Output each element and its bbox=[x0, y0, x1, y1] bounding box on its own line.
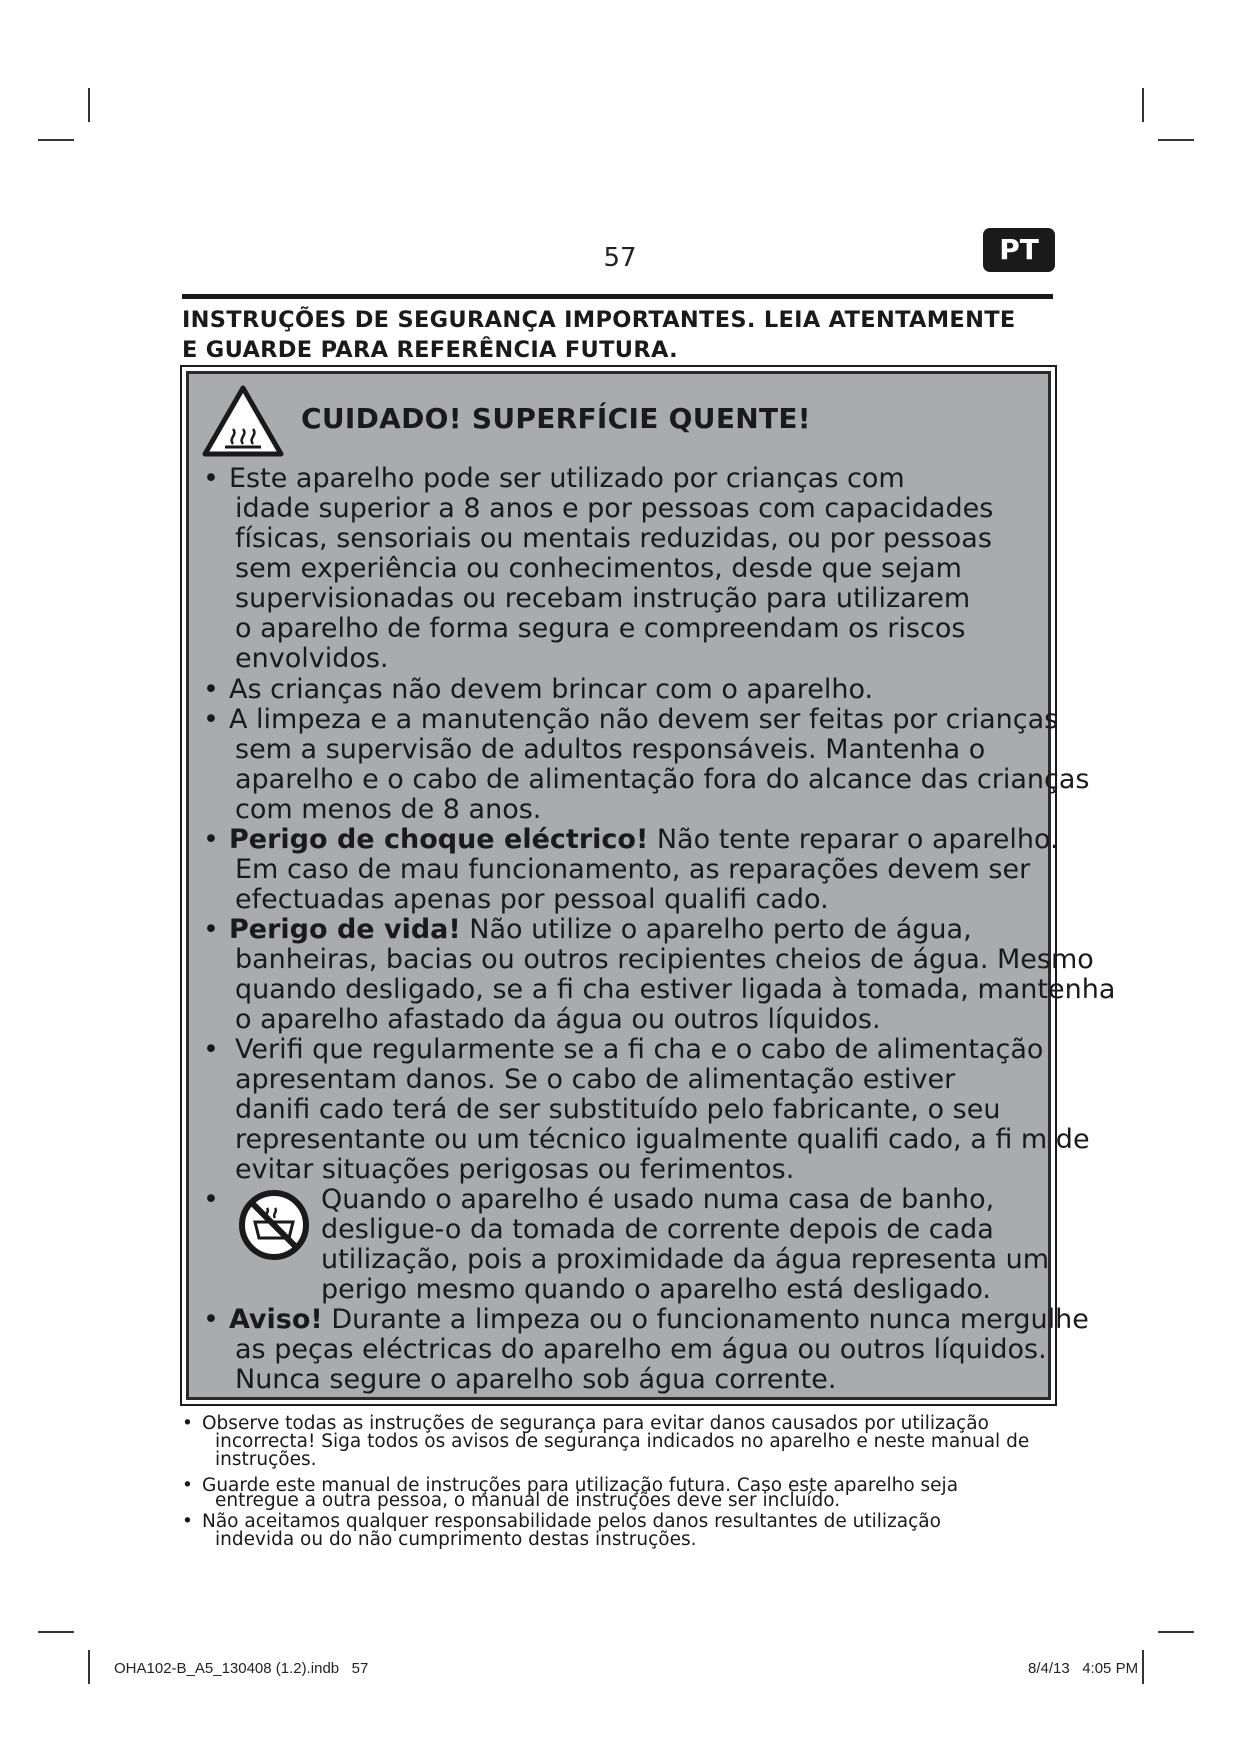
print-slug-file: OHA102-B_A5_130408 (1.2).indb 57 bbox=[114, 1660, 369, 1677]
bullet: • bbox=[203, 914, 219, 945]
heading-line: INSTRUÇÕES DE SEGURANÇA IMPORTANTES. LEIA ATENTAMENTE bbox=[182, 307, 1016, 333]
item-line: Verifi que regularmente se a fi cha e o cabo de alimentação bbox=[235, 1034, 1044, 1065]
hot-surface-warning-icon bbox=[201, 384, 285, 458]
crop-mark bbox=[1158, 139, 1194, 141]
print-slug-datetime: 8/4/13 4:05 PM bbox=[1028, 1660, 1139, 1677]
caution-title: CUIDADO! SUPERFÍCIE QUENTE! bbox=[301, 402, 811, 435]
bullet: • bbox=[182, 1511, 193, 1532]
item-line: idade superior a 8 anos e por pessoas com capacidades bbox=[235, 493, 994, 524]
item-line: aparelho e o cabo de alimentação fora do alcance das crianças bbox=[235, 764, 1090, 795]
item-text: Durante a limpeza ou o funcionamento nunca mergulhe bbox=[322, 1304, 1089, 1335]
bullet: • bbox=[203, 824, 219, 855]
item-line: o aparelho afastado da água ou outros líquidos. bbox=[235, 1004, 881, 1035]
item-line: com menos de 8 anos. bbox=[235, 794, 542, 825]
bullet: • bbox=[203, 1184, 219, 1215]
crop-mark bbox=[38, 139, 74, 141]
item-line: A limpeza e a manutenção não devem ser feitas por crianças bbox=[229, 704, 1059, 735]
footnote-line: Não aceitamos qualquer responsabilidade pelos danos resultantes de utilização bbox=[202, 1511, 941, 1532]
caution-box bbox=[180, 365, 1116, 1406]
item-emphasis: Perigo de choque eléctrico! bbox=[229, 824, 649, 855]
heading-rule bbox=[182, 294, 1053, 299]
item-line: envolvidos. bbox=[235, 643, 389, 674]
item-emphasis: Aviso! bbox=[229, 1304, 323, 1335]
item-line: Em caso de mau funcionamento, as reparações devem ser bbox=[235, 854, 1031, 885]
footnote-line: Guarde este manual de instruções para utilização futura. Caso este aparelho seja bbox=[202, 1475, 959, 1496]
bullet: • bbox=[203, 463, 219, 494]
item-line: sem experiência ou conhecimentos, desde que sejam bbox=[235, 553, 962, 584]
item-text: Não tente reparar o aparelho. bbox=[648, 824, 1059, 855]
bullet: • bbox=[182, 1413, 193, 1434]
item-line: supervisionadas ou recebam instrução para utilizarem bbox=[235, 583, 971, 614]
footnote-line: incorrecta! Siga todos os avisos de segurança indicados no aparelho e neste manual de bbox=[215, 1431, 1030, 1452]
crop-mark bbox=[1142, 88, 1144, 122]
item-line: o aparelho de forma segura e compreendam os riscos bbox=[235, 613, 966, 644]
footnote-line: entregue a outra pessoa, o manual de instruções deve ser incluído. bbox=[215, 1490, 841, 1511]
crop-mark bbox=[88, 88, 90, 122]
item-text: Não utilize o aparelho perto de água, bbox=[460, 914, 972, 945]
item-line bbox=[229, 915, 972, 945]
item-line: utilização, pois a proximidade da água representa um bbox=[321, 1244, 1050, 1275]
item-line: efectuadas apenas por pessoal qualifi cado. bbox=[235, 884, 829, 915]
item-line: sem a supervisão de adultos responsáveis. Mantenha o bbox=[235, 734, 986, 765]
footnote-line: indevida ou do não cumprimento destas instruções. bbox=[215, 1529, 697, 1550]
crop-mark bbox=[38, 1631, 74, 1633]
item-line: quando desligado, se a fi cha estiver ligada à tomada, mantenha bbox=[235, 974, 1116, 1005]
no-bathtub-icon bbox=[237, 1188, 311, 1262]
item-line: desligue-o da tomada de corrente depois de cada bbox=[321, 1214, 994, 1245]
crop-mark bbox=[88, 1650, 90, 1684]
language-badge: PT bbox=[983, 228, 1055, 272]
caution-box-panel bbox=[186, 371, 1116, 1400]
item-line bbox=[229, 1305, 1089, 1335]
item-line: evitar situações perigosas ou ferimentos. bbox=[235, 1154, 795, 1185]
page-number: 57 bbox=[603, 243, 637, 273]
footnote-line: instruções. bbox=[215, 1449, 317, 1470]
crop-mark bbox=[1142, 1650, 1144, 1684]
item-line: Este aparelho pode ser utilizado por crianças com bbox=[229, 463, 905, 494]
item-emphasis: Perigo de vida! bbox=[229, 914, 461, 945]
bullet: • bbox=[203, 1304, 219, 1335]
item-line: perigo mesmo quando o aparelho está desligado. bbox=[321, 1274, 991, 1305]
bullet: • bbox=[203, 674, 219, 705]
item-line: danifi cado terá de ser substituído pelo fabricante, o seu bbox=[235, 1094, 1001, 1125]
crop-mark bbox=[1158, 1631, 1194, 1633]
bullet: • bbox=[203, 1034, 219, 1065]
item-line: físicas, sensoriais ou mentais reduzidas, ou por pessoas bbox=[235, 523, 992, 554]
item-line: apresentam danos. Se o cabo de alimentação estiver bbox=[235, 1064, 956, 1095]
item-line: Nunca segure o aparelho sob água corrente. bbox=[235, 1364, 837, 1395]
item-line: banheiras, bacias ou outros recipientes cheios de água. Mesmo bbox=[235, 944, 1094, 975]
bullet: • bbox=[203, 704, 219, 735]
heading-line: E GUARDE PARA REFERÊNCIA FUTURA. bbox=[182, 337, 678, 363]
bullet: • bbox=[182, 1475, 193, 1496]
item-line: As crianças não devem brincar com o aparelho. bbox=[229, 674, 874, 705]
footnote-line: Observe todas as instruções de segurança para evitar danos causados por utilização bbox=[202, 1413, 989, 1434]
item-line bbox=[229, 825, 1059, 855]
item-line: Quando o aparelho é usado numa casa de banho, bbox=[321, 1184, 995, 1215]
item-line: as peças eléctricas do aparelho em água ou outros líquidos. bbox=[235, 1334, 1047, 1365]
safety-heading bbox=[182, 305, 1062, 365]
item-line: representante ou um técnico igualmente qualifi cado, a fi m de bbox=[235, 1124, 1090, 1155]
